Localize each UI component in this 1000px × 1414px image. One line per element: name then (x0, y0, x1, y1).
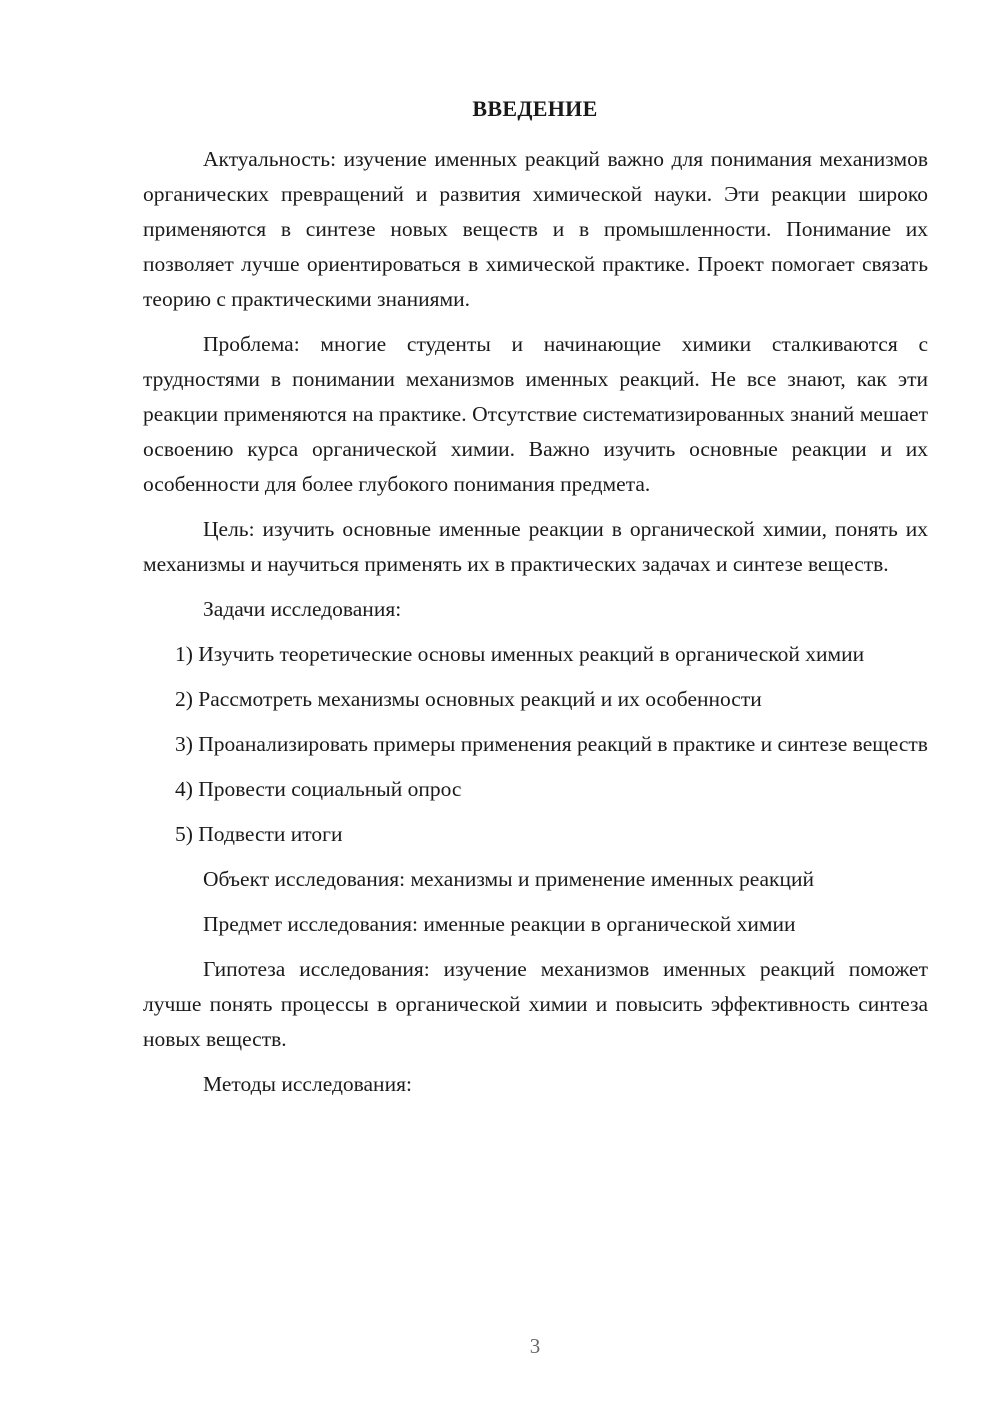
task-item-1: 1) Изучить теоретические основы именных реакций в органической химии (175, 642, 865, 666)
paragraph-goal: Цель: изучить основные именные реакции в органической химии, понять их механизмы и научиться применять их в практических задачах и синтезе веществ. (143, 517, 928, 576)
paragraph-methods: Методы исследования: (203, 1072, 412, 1096)
task-item-4: 4) Провести социальный опрос (175, 777, 462, 801)
page-number: 3 (529, 1334, 541, 1358)
section-heading: ВВЕДЕНИЕ (472, 96, 598, 121)
paragraph-subject: Предмет исследования: именные реакции в органической химии (203, 912, 796, 936)
paragraph-problem: Проблема: многие студенты и начинающие химики сталкиваются с трудностями в понимании механизмов именных реакций. Не все знают, как эти реакции применяются на практике. Отсутствие систематизированных знаний мешает освоению курса органической химии. Важно изучить основные реакции и их особенности для более глубокого понимания предмета. (143, 332, 928, 496)
paragraph-hypothesis: Гипотеза исследования: изучение механизмов именных реакций поможет лучше понять процессы в органической химии и повысить эффективность синтеза новых веществ. (143, 957, 928, 1051)
task-item-2: 2) Рассмотреть механизмы основных реакций и их особенности (175, 687, 762, 711)
paragraph-object: Объект исследования: механизмы и применение именных реакций (203, 867, 815, 891)
task-item-3: 3) Проанализировать примеры применения реакций в практике и синтезе веществ (175, 732, 928, 756)
body-text (143, 142, 928, 1112)
task-item-5: 5) Подвести итоги (175, 822, 343, 846)
paragraph-tasks-heading: Задачи исследования: (203, 597, 402, 621)
paragraph-relevance: Актуальность: изучение именных реакций важно для понимания механизмов органических превращений и развития химической науки. Эти реакции широко применяются в синтезе новых веществ и в промышленности. Понимание их позволяет лучше ориентироваться в химической практике. Проект помогает связать теорию с практическими знаниями. (143, 147, 928, 311)
